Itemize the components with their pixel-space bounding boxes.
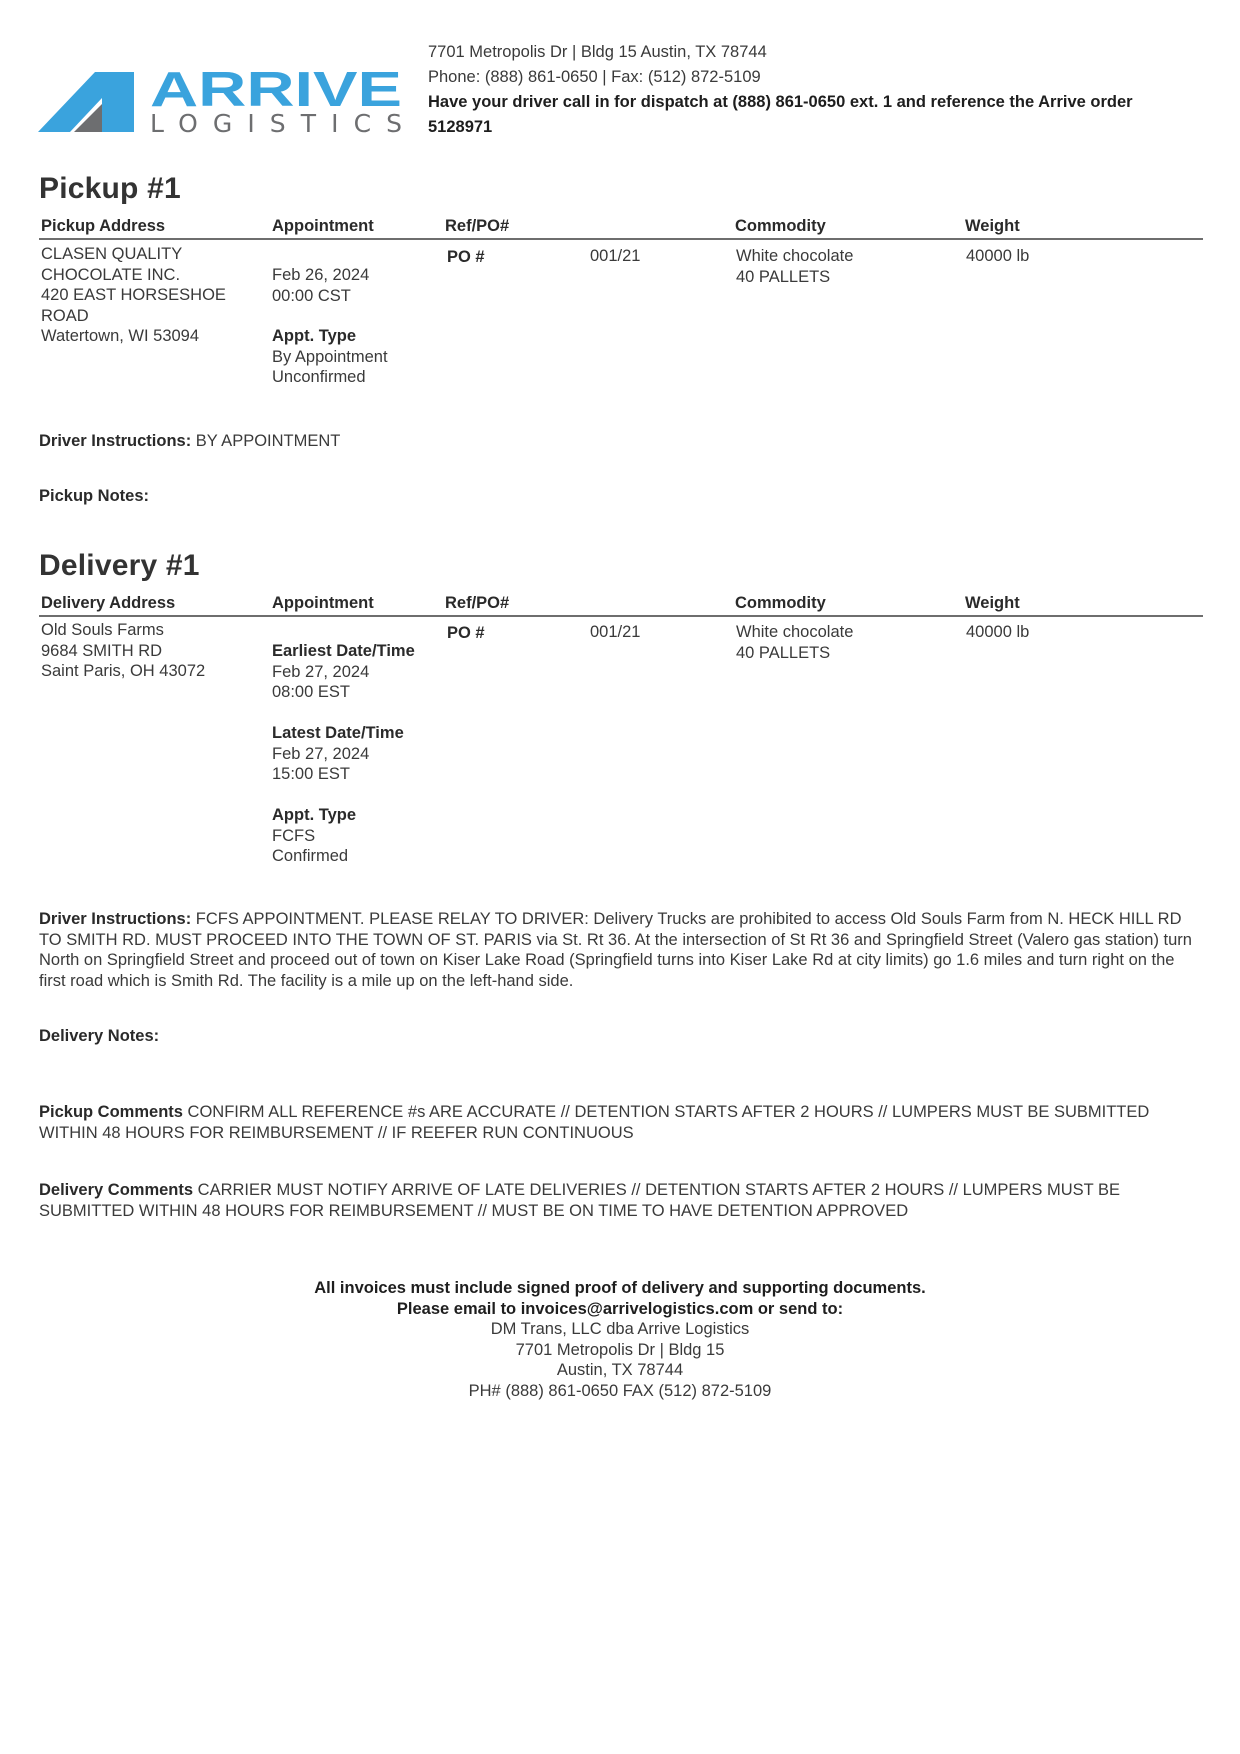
pickup-comments: Pickup Comments CONFIRM ALL REFERENCE #s ARE ACCURATE // DETENTION STARTS AFTER 2 HOURS // LUMPERS MUST BE SUBMITTED WITHIN 48 HOURS FOR REIMBURSEMENT // IF REEFER RUN CONTINUOUS bbox=[39, 1103, 1150, 1142]
delivery-header-rule bbox=[39, 615, 1203, 617]
delivery-weight: 40000 lb bbox=[966, 623, 1030, 641]
pickup-commodity: White chocolate 40 PALLETS bbox=[736, 247, 854, 286]
pickup-appt-status: Unconfirmed bbox=[272, 368, 366, 386]
delivery-appt-type: Appt. Type FCFS Confirmed bbox=[272, 805, 442, 867]
footer-email-note: Please email to invoices@arrivelogistics.com or send to: bbox=[396, 1299, 844, 1318]
delivery-title: Delivery #1 bbox=[39, 549, 200, 582]
pickup-appointment-header: Appointment bbox=[272, 217, 374, 235]
delivery-address: Old Souls Farms 9684 SMITH RD Saint Paris, OH 43072 bbox=[41, 621, 206, 680]
pickup-driver-instructions: Driver Instructions: BY APPOINTMENT bbox=[39, 432, 341, 450]
pickup-appt-type: Appt. Type By Appointment Unconfirmed bbox=[272, 326, 442, 388]
pickup-ref-value: 001/21 bbox=[590, 247, 641, 265]
pickup-appointment bbox=[272, 265, 442, 306]
pickup-weight-header: Weight bbox=[965, 217, 1020, 235]
footer-city: Austin, TX 78744 bbox=[556, 1361, 684, 1379]
footer-company: DM Trans, LLC dba Arrive Logistics bbox=[490, 1320, 750, 1338]
delivery-address-header: Delivery Address bbox=[41, 594, 176, 612]
delivery-appointment-header: Appointment bbox=[272, 594, 374, 612]
delivery-notes: Delivery Notes: bbox=[39, 1027, 160, 1045]
pickup-ref-header: Ref/PO# bbox=[445, 217, 510, 235]
delivery-ref-header: Ref/PO# bbox=[445, 594, 510, 612]
pickup-weight: 40000 lb bbox=[966, 247, 1030, 265]
delivery-commodity-header: Commodity bbox=[735, 594, 826, 612]
delivery-ref-value: 001/21 bbox=[590, 623, 641, 641]
pickup-header-rule bbox=[39, 238, 1203, 240]
pickup-title: Pickup #1 bbox=[39, 172, 181, 205]
delivery-ref-label: PO # bbox=[447, 624, 485, 642]
logo-subword: LOGISTICS bbox=[150, 109, 402, 134]
pickup-appt-date: Feb 26, 2024 bbox=[272, 266, 370, 284]
pickup-address: CLASEN QUALITY CHOCOLATE INC. 420 EAST HORSESHOE ROAD Watertown, WI 53094 bbox=[41, 245, 226, 345]
footer-phone: PH# (888) 861-0650 FAX (512) 872-5109 bbox=[468, 1381, 772, 1400]
arrive-logo-icon bbox=[38, 64, 408, 134]
pickup-address-header: Pickup Address bbox=[41, 217, 166, 235]
invoice-footer bbox=[0, 1278, 1240, 1401]
delivery-appt-status: Confirmed bbox=[272, 847, 349, 865]
delivery-weight-header: Weight bbox=[965, 594, 1020, 612]
pickup-ref-label: PO # bbox=[447, 248, 485, 266]
pickup-appt-time: 00:00 CST bbox=[272, 286, 351, 305]
order-number: 5128971 bbox=[428, 118, 493, 136]
company-address: 7701 Metropolis Dr | Bldg 15 Austin, TX 78744 bbox=[428, 43, 767, 61]
dispatch-note: Have your driver call in for dispatch at (888) 861-0650 ext. 1 and reference the Arrive order 5128971 bbox=[428, 93, 1133, 136]
delivery-comments: Delivery Comments CARRIER MUST NOTIFY ARRIVE OF LATE DELIVERIES // DETENTION STARTS AFTER 2 HOURS // LUMPERS MUST BE SUBMITTED WITHIN 48 HOURS FOR REIMBURSEMENT // MUST BE ON TIME TO HAVE DETENTION APPROVED bbox=[39, 1181, 1120, 1220]
header-info bbox=[428, 40, 1208, 140]
delivery-earliest: Earliest Date/Time Feb 27, 2024 08:00 EST bbox=[272, 642, 415, 701]
delivery-latest: Latest Date/Time Feb 27, 2024 15:00 EST bbox=[272, 724, 404, 783]
company-logo bbox=[38, 64, 408, 134]
logo-word: ARRIVE bbox=[150, 64, 402, 117]
delivery-commodity: White chocolate 40 PALLETS bbox=[736, 623, 854, 662]
footer-invoice-note: All invoices must include signed proof of delivery and supporting documents. bbox=[314, 1279, 926, 1297]
delivery-driver-instructions: Driver Instructions: FCFS APPOINTMENT. PLEASE RELAY TO DRIVER: Delivery Trucks are prohibited to access Old Souls Farm from N. HECK HILL RD TO SMITH RD. MUST PROCEED INTO THE TOWN OF ST. PARIS via St. Rt 36. At the intersection of St Rt 36 and Springfield Street (Valero gas station) turn North on Springfield Street and proceed out of town on Kiser Lake Road (Springfield turns into Kiser Lake Rd at city limits) go 1.6 miles and turn right on the first road which is Smith Rd. The facility is a mile up on the left-hand side. bbox=[39, 910, 1192, 990]
pickup-commodity-header: Commodity bbox=[735, 217, 826, 235]
pickup-notes: Pickup Notes: bbox=[39, 487, 150, 505]
footer-street: 7701 Metropolis Dr | Bldg 15 bbox=[515, 1340, 725, 1359]
company-phone-fax: Phone: (888) 861-0650 | Fax: (512) 872-5109 bbox=[428, 68, 761, 86]
